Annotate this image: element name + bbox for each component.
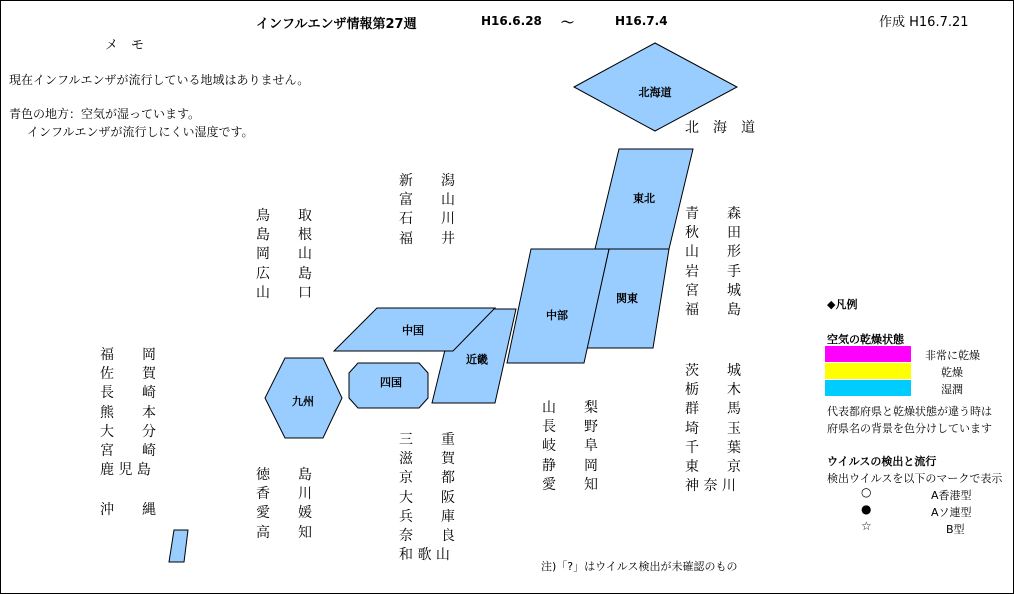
pref-miyazaki: 宮 崎	[100, 443, 156, 460]
pref-osaka: 大 阪	[399, 489, 455, 506]
swatch-dry	[825, 363, 911, 379]
swatch-humid	[825, 380, 911, 396]
label-hongkong: A香港型	[931, 489, 972, 502]
pref-tochigi: 栃 木	[685, 382, 741, 399]
label-humid: 湿潤	[941, 383, 963, 396]
region-okinawa[interactable]	[169, 530, 188, 562]
region-label-tohoku: 東北	[633, 192, 655, 205]
pref-saga: 佐 賀	[100, 366, 156, 383]
label-dry: 乾燥	[941, 366, 963, 379]
region-label-kanto: 関東	[616, 292, 638, 305]
pref-shimane: 島 根	[256, 227, 312, 244]
mark-soviet-icon: ●	[861, 502, 872, 516]
memo-line-1: 現在インフルエンザが流行している地域はありません。	[9, 73, 310, 87]
label-soviet: Aソ連型	[931, 506, 972, 519]
pref-nara: 奈 良	[399, 528, 455, 545]
pref-ishikawa: 石 川	[399, 211, 455, 228]
pref-yamanashi: 山 梨	[542, 400, 598, 416]
legend-note-1: 代表都府県と乾燥状態が違う時は	[827, 405, 992, 418]
region-label-chubu: 中部	[546, 309, 568, 322]
date-tilde: ～	[561, 16, 575, 31]
pref-gunma: 群 馬	[685, 401, 741, 418]
mark-hongkong-icon: ○	[861, 485, 872, 499]
pref-group-chugoku	[256, 207, 312, 303]
report-title: インフルエンザ情報第27週	[256, 17, 417, 32]
pref-group-kanto	[685, 362, 741, 496]
virus-desc: 検出ウイルスを以下のマークで表示	[827, 472, 1003, 485]
memo-line-3: インフルエンザが流行しにくい湿度です。	[27, 125, 254, 139]
region-label-hokkaido: 北海道	[638, 86, 672, 99]
pref-wakayama: 和 歌 山	[399, 547, 450, 564]
pref-toyama: 富 山	[399, 192, 455, 209]
pref-shiga: 滋 賀	[399, 451, 455, 468]
region-label-chugoku: 中国	[402, 324, 424, 337]
mark-b-type-icon: ☆	[861, 519, 872, 533]
pref-miyagi: 宮 城	[685, 282, 741, 299]
pref-aichi: 愛 知	[542, 476, 598, 493]
pref-tokyo: 東 京	[685, 459, 741, 476]
legend-heading: ◆凡例	[827, 298, 858, 311]
pref-tottori: 鳥 取	[256, 208, 312, 224]
pref-ehime: 愛 媛	[256, 505, 312, 522]
pref-kochi: 高 知	[256, 524, 312, 541]
region-label-kyushu: 九州	[292, 395, 314, 408]
pref-group-tohoku	[685, 205, 741, 320]
region-label-kinki: 近畿	[466, 353, 488, 366]
pref-oita: 大 分	[100, 423, 156, 440]
pref-group-chubu-south	[542, 399, 598, 495]
pref-kagawa: 香 川	[256, 486, 312, 503]
pref-fukushima: 福 島	[685, 302, 741, 319]
pref-kumamoto: 熊 本	[100, 404, 156, 421]
legend-note-2: 府県名の背景を色分けしています	[827, 422, 992, 435]
pref-shizuoka: 静 岡	[542, 457, 598, 474]
memo-line-2: 青色の地方：空気が湿っています。	[9, 107, 201, 121]
pref-saitama: 埼 玉	[685, 420, 741, 437]
humidity-title: 空気の乾燥状態	[827, 333, 904, 346]
pref-fukuoka: 福 岡	[100, 347, 156, 363]
pref-nagano: 長 野	[542, 419, 598, 436]
pref-kagoshima: 鹿 児 島	[100, 462, 151, 479]
pref-group-chubu-north	[399, 172, 455, 249]
region-label-shikoku: 四国	[380, 376, 402, 389]
pref-aomori: 青 森	[685, 206, 741, 222]
pref-yamagata: 山 形	[685, 244, 741, 261]
pref-akita: 秋 田	[685, 225, 741, 242]
label-very-dry: 非常に乾燥	[925, 349, 980, 362]
pref-gifu: 岐 阜	[542, 438, 598, 455]
created-date: 作成 H16.7.21	[879, 15, 969, 30]
pref-okayama: 岡 山	[256, 246, 312, 263]
pref-kanagawa: 神 奈 川	[685, 478, 736, 495]
pref-group-kyushu	[100, 346, 156, 480]
pref-iwate: 岩 手	[685, 263, 741, 280]
date-from: H16.6.28	[481, 14, 542, 28]
pref-tokushima: 徳 島	[256, 467, 312, 483]
pref-mie: 三 重	[399, 432, 455, 448]
memo-heading: メ モ	[105, 38, 145, 53]
pref-okinawa: 沖 縄	[100, 502, 156, 518]
label-b-type: B型	[946, 523, 965, 536]
pref-hokkaido: 北 海 道	[685, 120, 755, 136]
pref-kyoto: 京 都	[399, 470, 455, 487]
pref-niigata: 新 潟	[399, 173, 455, 189]
pref-ibaraki: 茨 城	[685, 363, 741, 379]
pref-chiba: 千 葉	[685, 439, 741, 456]
pref-group-shikoku	[256, 466, 312, 543]
footnote: 注)「?」はウイルス検出が未確認のもの	[541, 560, 738, 573]
pref-group-kinki	[399, 431, 455, 565]
date-to: H16.7.4	[615, 14, 668, 28]
pref-hiroshima: 広 島	[256, 265, 312, 282]
pref-fukui: 福 井	[399, 230, 455, 247]
virus-title: ウイルスの検出と流行	[827, 455, 937, 468]
swatch-very-dry	[825, 346, 911, 362]
pref-yamaguchi: 山 口	[256, 284, 312, 301]
pref-nagasaki: 長 崎	[100, 385, 156, 402]
pref-hyogo: 兵 庫	[399, 508, 455, 525]
